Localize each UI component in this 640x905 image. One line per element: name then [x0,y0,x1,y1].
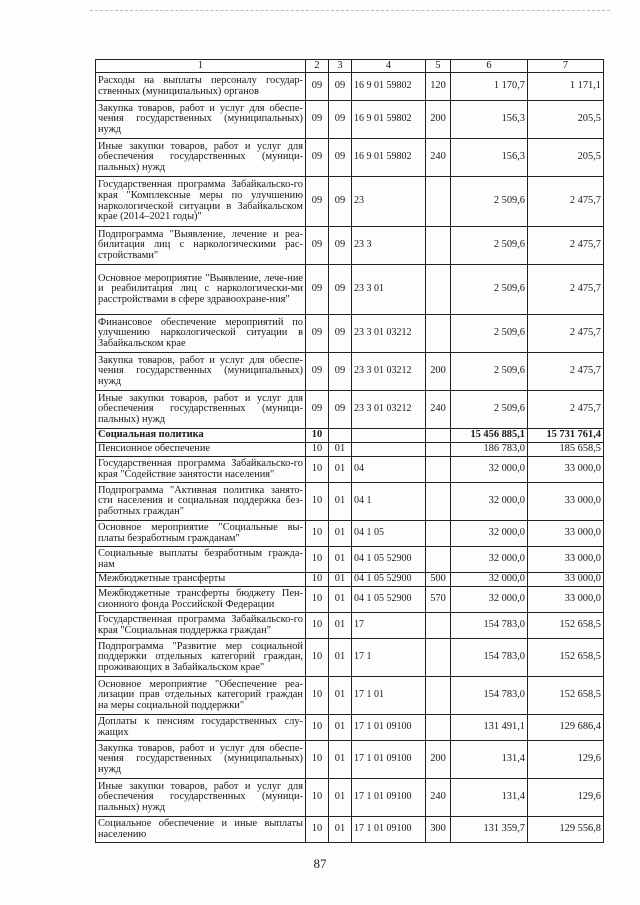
cell-expense-type [426,613,451,639]
cell-section-code: 09 [306,265,329,315]
cell-expense-type [426,177,451,227]
cell-subsection-code: 01 [329,521,352,547]
cell-amount-year-1: 154 783,0 [451,639,528,677]
cell-target-article: 04 1 05 52900 [352,547,426,573]
cell-amount-year-1: 2 509,6 [451,315,528,353]
cell-item-name: Закупка товаров, работ и услуг для обеспе-чения государственных (муниципальных) нужд [96,353,306,391]
cell-expense-type [426,315,451,353]
cell-amount-year-2: 205,5 [528,101,604,139]
cell-section-code: 10 [306,741,329,779]
cell-amount-year-2: 129,6 [528,741,604,779]
cell-amount-year-1: 156,3 [451,139,528,177]
cell-amount-year-1: 1 170,7 [451,73,528,101]
cell-target-article [352,443,426,457]
cell-amount-year-1: 32 000,0 [451,573,528,587]
cell-expense-type [426,265,451,315]
cell-item-name: Подпрограмма "Развитие мер социальной поддержки отдельных категорий граждан, проживающих в Забайкальском крае" [96,639,306,677]
cell-section-code: 09 [306,101,329,139]
cell-subsection-code: 01 [329,483,352,521]
cell-amount-year-2: 15 731 761,4 [528,429,604,443]
cell-expense-type: 120 [426,73,451,101]
cell-target-article: 23 3 01 03212 [352,391,426,429]
cell-expense-type: 570 [426,587,451,613]
table-row [96,677,604,715]
cell-subsection-code: 01 [329,547,352,573]
cell-target-article: 17 1 01 [352,677,426,715]
cell-section-code: 09 [306,315,329,353]
cell-item-name: Закупка товаров, работ и услуг для обеспе-чения государственных (муниципальных) нужд [96,741,306,779]
cell-item-name: Пенсионное обеспечение [96,443,306,457]
cell-item-name: Основное мероприятие "Обеспечение реа-лизации прав отдельных категорий граждан на меры социальной поддержки" [96,677,306,715]
cell-amount-year-2: 129 556,8 [528,817,604,843]
cell-amount-year-1: 32 000,0 [451,457,528,483]
cell-subsection-code: 09 [329,101,352,139]
cell-expense-type: 200 [426,353,451,391]
table-row [96,715,604,741]
cell-section-code: 09 [306,139,329,177]
cell-item-name: Основное мероприятие "Социальные вы-платы безработным гражданам" [96,521,306,547]
table-row [96,483,604,521]
cell-subsection-code: 01 [329,741,352,779]
cell-item-name: Финансовое обеспечение мероприятий по улучшению наркологической ситуации в Забайкальском крае [96,315,306,353]
cell-section-code: 10 [306,547,329,573]
cell-subsection-code: 09 [329,73,352,101]
cell-amount-year-2: 1 171,1 [528,73,604,101]
cell-amount-year-1: 2 509,6 [451,391,528,429]
table-row [96,315,604,353]
cell-subsection-code: 01 [329,779,352,817]
header-col-5: 5 [426,60,451,73]
cell-amount-year-2: 152 658,5 [528,677,604,715]
table-row [96,457,604,483]
cell-target-article: 17 1 01 09100 [352,715,426,741]
cell-amount-year-1: 32 000,0 [451,587,528,613]
cell-item-name: Межбюджетные трансферты [96,573,306,587]
cell-amount-year-2: 2 475,7 [528,177,604,227]
cell-item-name: Закупка товаров, работ и услуг для обеспе-чения государственных (муниципальных) нужд [96,101,306,139]
header-col-6: 6 [451,60,528,73]
cell-section-code: 09 [306,227,329,265]
cell-item-name: Социальная политика [96,429,306,443]
cell-section-code: 10 [306,443,329,457]
cell-subsection-code: 09 [329,227,352,265]
cell-target-article: 17 1 [352,639,426,677]
cell-subsection-code: 01 [329,573,352,587]
cell-target-article: 23 3 01 [352,265,426,315]
cell-target-article: 16 9 01 59802 [352,101,426,139]
table-row [96,265,604,315]
cell-expense-type [426,547,451,573]
table-row [96,639,604,677]
table-row [96,177,604,227]
cell-expense-type: 240 [426,779,451,817]
cell-amount-year-2: 129 686,4 [528,715,604,741]
top-edge-rule [90,10,610,11]
cell-expense-type [426,443,451,457]
table-row [96,443,604,457]
cell-expense-type [426,227,451,265]
table-row [96,547,604,573]
cell-target-article: 04 1 [352,483,426,521]
cell-section-code: 09 [306,177,329,227]
cell-amount-year-2: 33 000,0 [528,587,604,613]
table-row [96,353,604,391]
cell-item-name: Основное мероприятие "Выявление, лече-ние и реабилитация лиц с наркологически-ми расстройствами в сфере здравоохране-ния" [96,265,306,315]
cell-target-article: 23 [352,177,426,227]
cell-subsection-code: 01 [329,639,352,677]
cell-expense-type: 200 [426,741,451,779]
cell-expense-type [426,429,451,443]
cell-item-name: Подпрограмма "Активная политика занято-сти населения и социальная поддержка без-работных граждан" [96,483,306,521]
cell-amount-year-1: 15 456 885,1 [451,429,528,443]
cell-target-article: 17 1 01 09100 [352,817,426,843]
cell-subsection-code: 09 [329,177,352,227]
cell-section-code: 09 [306,391,329,429]
cell-expense-type [426,483,451,521]
cell-amount-year-1: 131 491,1 [451,715,528,741]
table-row [96,391,604,429]
cell-target-article: 16 9 01 59802 [352,73,426,101]
cell-amount-year-1: 32 000,0 [451,483,528,521]
cell-section-code: 10 [306,779,329,817]
cell-item-name: Иные закупки товаров, работ и услуг для обеспечения государственных (муници-пальных) нужд [96,779,306,817]
cell-subsection-code: 01 [329,613,352,639]
cell-expense-type [426,715,451,741]
cell-item-name: Государственная программа Забайкальско-го края "Комплексные меры по улучшению наркологической ситуации в Забайкальском крае (2014–2021 годы)" [96,177,306,227]
table-header-row [96,60,604,73]
cell-amount-year-2: 2 475,7 [528,315,604,353]
cell-amount-year-2: 33 000,0 [528,483,604,521]
cell-expense-type: 500 [426,573,451,587]
cell-item-name: Социальные выплаты безработным гражда-нам [96,547,306,573]
cell-amount-year-1: 2 509,6 [451,227,528,265]
cell-amount-year-1: 32 000,0 [451,547,528,573]
cell-item-name: Межбюджетные трансферты бюджету Пен-сионного фонда Российской Федерации [96,587,306,613]
table-row [96,817,604,843]
cell-amount-year-2: 33 000,0 [528,547,604,573]
table-row [96,587,604,613]
cell-subsection-code: 09 [329,265,352,315]
cell-expense-type: 240 [426,391,451,429]
table-row [96,613,604,639]
cell-expense-type [426,677,451,715]
cell-section-code: 10 [306,573,329,587]
cell-section-code: 10 [306,483,329,521]
cell-section-code: 10 [306,613,329,639]
cell-item-name: Подпрограмма "Выявление, лечение и реа-билитация лиц с наркологическими рас-стройствами" [96,227,306,265]
table-row [96,779,604,817]
cell-amount-year-1: 154 783,0 [451,613,528,639]
table-row [96,573,604,587]
cell-expense-type: 240 [426,139,451,177]
cell-subsection-code: 01 [329,817,352,843]
cell-subsection-code: 09 [329,353,352,391]
cell-amount-year-1: 131,4 [451,741,528,779]
cell-amount-year-2: 33 000,0 [528,521,604,547]
page-number: 87 [313,856,327,871]
cell-subsection-code: 01 [329,677,352,715]
header-col-4: 4 [352,60,426,73]
budget-table [95,59,604,843]
cell-section-code: 10 [306,429,329,443]
header-col-2: 2 [306,60,329,73]
cell-subsection-code: 09 [329,139,352,177]
cell-section-code: 10 [306,587,329,613]
cell-amount-year-1: 2 509,6 [451,177,528,227]
cell-amount-year-1: 131 359,7 [451,817,528,843]
cell-section-code: 10 [306,521,329,547]
cell-subsection-code: 01 [329,457,352,483]
cell-target-article: 16 9 01 59802 [352,139,426,177]
cell-amount-year-2: 2 475,7 [528,391,604,429]
cell-amount-year-2: 2 475,7 [528,227,604,265]
cell-item-name: Государственная программа Забайкальско-го края "Содействие занятости населения" [96,457,306,483]
cell-subsection-code: 01 [329,443,352,457]
cell-subsection-code [329,429,352,443]
cell-target-article: 23 3 [352,227,426,265]
cell-item-name: Иные закупки товаров, работ и услуг для обеспечения государственных (муници-пальных) нужд [96,139,306,177]
cell-expense-type: 300 [426,817,451,843]
cell-target-article: 04 1 05 [352,521,426,547]
table-row [96,139,604,177]
header-col-3: 3 [329,60,352,73]
cell-target-article: 04 [352,457,426,483]
cell-amount-year-1: 2 509,6 [451,353,528,391]
cell-amount-year-2: 2 475,7 [528,353,604,391]
cell-target-article: 04 1 05 52900 [352,587,426,613]
cell-amount-year-1: 131,4 [451,779,528,817]
cell-item-name: Государственная программа Забайкальско-го края "Социальная поддержка граждан" [96,613,306,639]
cell-section-code: 10 [306,817,329,843]
cell-section-code: 10 [306,715,329,741]
cell-amount-year-1: 154 783,0 [451,677,528,715]
cell-amount-year-2: 185 658,5 [528,443,604,457]
cell-amount-year-2: 2 475,7 [528,265,604,315]
cell-amount-year-1: 2 509,6 [451,265,528,315]
cell-subsection-code: 01 [329,715,352,741]
cell-amount-year-2: 205,5 [528,139,604,177]
cell-amount-year-1: 156,3 [451,101,528,139]
cell-target-article: 17 1 01 09100 [352,741,426,779]
header-col-1: 1 [96,60,306,73]
cell-expense-type [426,639,451,677]
table-body [96,73,604,843]
cell-subsection-code: 09 [329,391,352,429]
cell-item-name: Социальное обеспечение и иные выплаты населению [96,817,306,843]
cell-target-article: 17 1 01 09100 [352,779,426,817]
cell-amount-year-2: 33 000,0 [528,573,604,587]
table-row [96,429,604,443]
cell-amount-year-1: 32 000,0 [451,521,528,547]
cell-subsection-code: 09 [329,315,352,353]
table-row [96,521,604,547]
cell-subsection-code: 01 [329,587,352,613]
cell-section-code: 10 [306,639,329,677]
cell-amount-year-2: 33 000,0 [528,457,604,483]
cell-item-name: Доплаты к пенсиям государственных слу-жащих [96,715,306,741]
cell-section-code: 09 [306,73,329,101]
cell-expense-type: 200 [426,101,451,139]
cell-section-code: 09 [306,353,329,391]
header-col-7: 7 [528,60,604,73]
cell-amount-year-2: 152 658,5 [528,613,604,639]
table-row [96,227,604,265]
table-row [96,101,604,139]
cell-target-article: 04 1 05 52900 [352,573,426,587]
cell-amount-year-1: 186 783,0 [451,443,528,457]
cell-expense-type [426,457,451,483]
cell-section-code: 10 [306,677,329,715]
cell-target-article: 17 [352,613,426,639]
table-row [96,741,604,779]
cell-expense-type [426,521,451,547]
cell-target-article: 23 3 01 03212 [352,315,426,353]
cell-item-name: Иные закупки товаров, работ и услуг для обеспечения государственных (муници-пальных) нужд [96,391,306,429]
cell-target-article [352,429,426,443]
cell-target-article: 23 3 01 03212 [352,353,426,391]
cell-amount-year-2: 152 658,5 [528,639,604,677]
table-row [96,73,604,101]
cell-section-code: 10 [306,457,329,483]
cell-amount-year-2: 129,6 [528,779,604,817]
cell-item-name: Расходы на выплаты персоналу государ-ственных (муниципальных) органов [96,73,306,101]
